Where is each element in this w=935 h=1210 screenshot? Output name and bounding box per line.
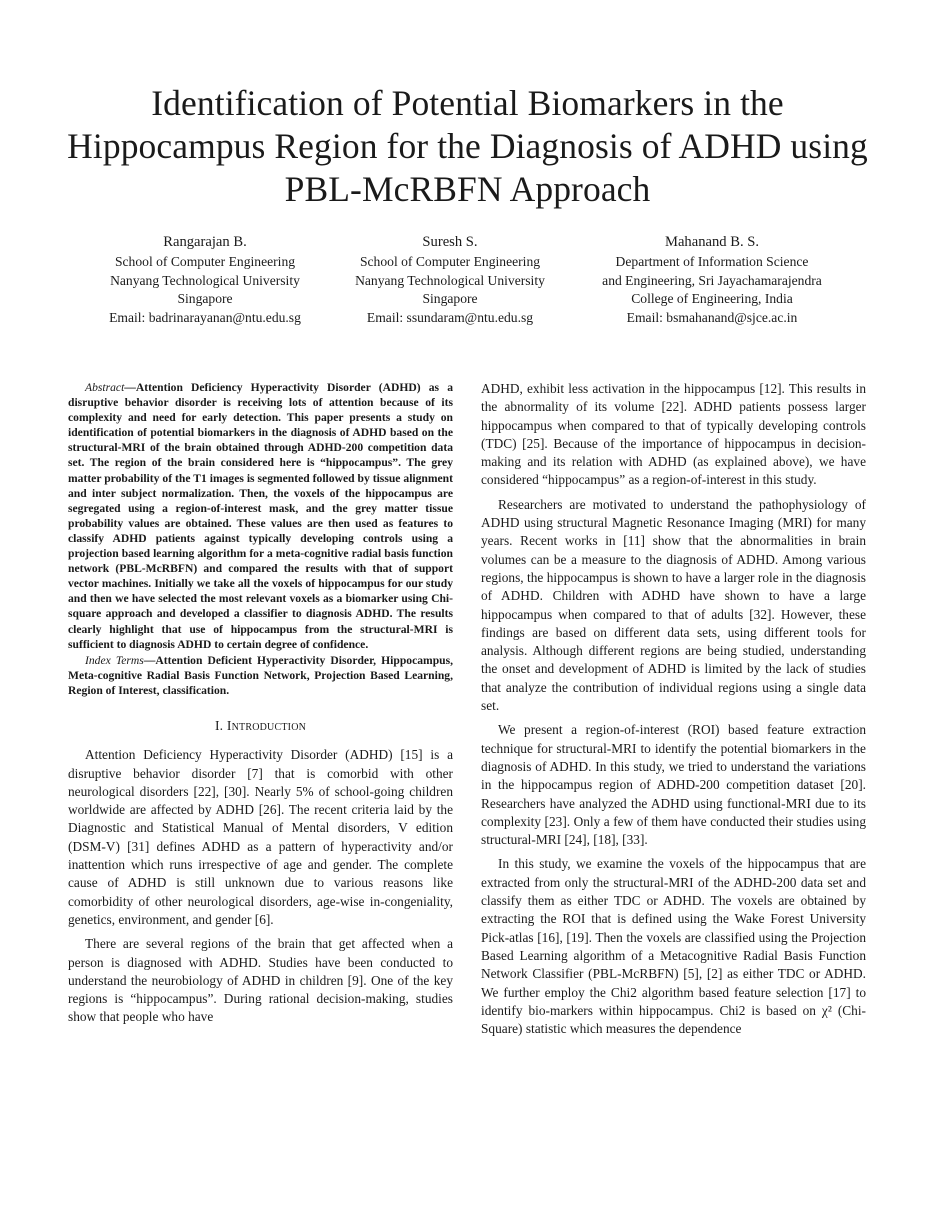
- section-title: Introduction: [226, 717, 307, 733]
- index-terms: [68, 653, 453, 698]
- abstract-lead: Abstract: [85, 381, 125, 394]
- author-name: Mahanand B. S.: [664, 234, 760, 250]
- author-name: Suresh S.: [422, 234, 478, 250]
- author-affiliation-line: Department of Information Science: [615, 254, 809, 269]
- author-affiliation-line: School of Computer Engineering: [114, 254, 296, 269]
- author-email: Email: ssundaram@ntu.edu.sg: [366, 310, 534, 326]
- abstract-text: —Attention Deficiency Hyperactivity Disorder (ADHD) as a disruptive behavior disorder is receiving lots of attention because of its complexity and need for early detection. This paper presents a study on identification of potential biomarkers in the diagnosis of ADHD based on the structural-MRI of the brain obtained through ADHD-200 competition data set. The region of the brain considered here is “hippocampus”. The grey matter probability of the T1 images is segmented followed by tissue alignment and inter subject normalization. Then, the voxels of the hippocampus are segregated using a region-of-interest mask, and the grey matter tissue probability values are obtained. These values are then used as features to classify ADHD patients against typically developing controls using a projection based learning algorithm for a meta-cognitive radial basis function network (PBL-McRBFN) and compared the results with that of support vector machines. Initially we take all the voxels of hippocampus for our study and then we have selected the most relevant voxels as a biomarker using Chi-square approach and developed a classifier to diagnosis ADHD. The results clearly highlight that use of hippocampus from the structural-MRI is sufficient to diagnosis ADHD to certain degree of confidence.: [68, 381, 453, 651]
- author-affiliation-line: School of Computer Engineering: [359, 254, 541, 269]
- right-column: [481, 380, 866, 1038]
- body-paragraph: We present a region-of-interest (ROI) based feature extraction technique for structural-MRI to identify the potential biomarkers in the diagnosis of ADHD. In this study, we tried to understand the variations in the hippocampus region of ADHD-200 competition dataset [20]. Researchers have analyzed the ADHD using functional-MRI due to its complexity [23]. Only a few of them have conducted their studies using structural-MRI [24], [18], [33].: [481, 722, 866, 848]
- author-email: Email: bsmahanand@sjce.ac.in: [626, 310, 798, 326]
- section-number: I.: [214, 717, 227, 733]
- author-2: [300, 232, 600, 328]
- abstract: [68, 380, 453, 652]
- body-paragraph: In this study, we examine the voxels of the hippocampus that are extracted from only the structural-MRI of the ADHD-200 data set and classify them as either TDC or ADHD. The voxels are obtained by extracting the ROI that is defined using the Wake Forest University Pick-atlas [16], [19]. Then the voxels are classified using the Projection Based Learning algorithm of a Metacognitive Radial Basis Function Network Classifier (PBL-McRBFN) [5], [2] as either TDC or ADHD. We further employ the Chi2 algorithm based feature selection [17] to identify bio-markers within hippocampus. Chi2 is based on χ² (Chi-Square) statistic which measures the dependence: [481, 856, 866, 1037]
- index-terms-lead: Index Terms: [85, 653, 144, 667]
- author-email: Email: badrinarayanan@ntu.edu.sg: [109, 310, 301, 326]
- body-paragraph: There are several regions of the brain that get affected when a person is diagnosed with ADHD. Studies have been conducted to understand the neurobiology of ADHD in children [9]. One of the key regions is “hippocampus”. During rational decision-making, studies show that people who have: [68, 936, 453, 1025]
- author-affiliation-line: Nanyang Technological University: [110, 272, 300, 288]
- left-column: [68, 380, 453, 1027]
- index-terms-text: —Attention Deficient Hyperactivity Disorder, Hippocampus, Meta-cognitive Radial Basis Function Network, Projection Based Learning, Region of Interest, classification.: [68, 653, 453, 697]
- author-3: [562, 232, 862, 328]
- body-paragraph: Researchers are motivated to understand the pathophysiology of ADHD using structural Magnetic Resonance Imaging (MRI) for many years. Recent works in [11] show that the abnormalities in brain volumes can be a measure to the diagnosis of ADHD. Among various regions, the hippocampus is shown to have a larger role in the diagnosis of ADHD. Children with ADHD have shown to have a large hippocampus when compared to that of adults [32]. However, these findings are based on different data sets, using different tools for analysis. Although different regions are being studied, understanding the onset and development of ADHD is limited by the lack of studies that analyze the contribution of individual regions using a single data set.: [481, 496, 866, 714]
- section-heading: [68, 717, 453, 735]
- body-paragraph: ADHD, exhibit less activation in the hippocampus [12]. This results in the abnormality of its volume [22]. ADHD patients possess larger hippocampus when compared to that of typically developing controls (TDC) [25]. Because of the importance of hippocampus in decision-making and its relation with ADHD (as explained above), we have considered “hippocampus” as a region-of-interest in this study.: [481, 381, 866, 488]
- author-affiliation-line: Nanyang Technological University: [355, 272, 545, 288]
- author-affiliation-line: College of Engineering, India: [631, 291, 793, 307]
- author-affiliation-line: and Engineering, Sri Jayachamarajendra: [602, 272, 822, 288]
- body-paragraph: Attention Deficiency Hyperactivity Disorder (ADHD) [15] is a disruptive behavior disorder [7] that is comorbid with other neurological disorders [22], [30]. Nearly 5% of school-going children worldwide are affected by ADHD [26]. The recent criteria laid by the Diagnostic and Statistical Manual of Mental disorders, V edition (DSM-V) [31] defines ADHD as a pattern of hyperactivity and/or inattention which runs irrespective of age and gender. The complete cause of ADHD is still unknown due to various reasons like comorbidity of other neurological disorders, age-wise in-congeniality, genetics, environment, and gender [6].: [68, 747, 453, 927]
- author-affiliation-line: Singapore: [177, 291, 233, 307]
- author-affiliation-line: Singapore: [422, 291, 478, 307]
- author-name: Rangarajan B.: [163, 234, 247, 250]
- paper-title: Identification of Potential Biomarkers in the Hippocampus Region for the Diagnosis of ADHD using PBL-McRBFN Approach: [67, 83, 868, 209]
